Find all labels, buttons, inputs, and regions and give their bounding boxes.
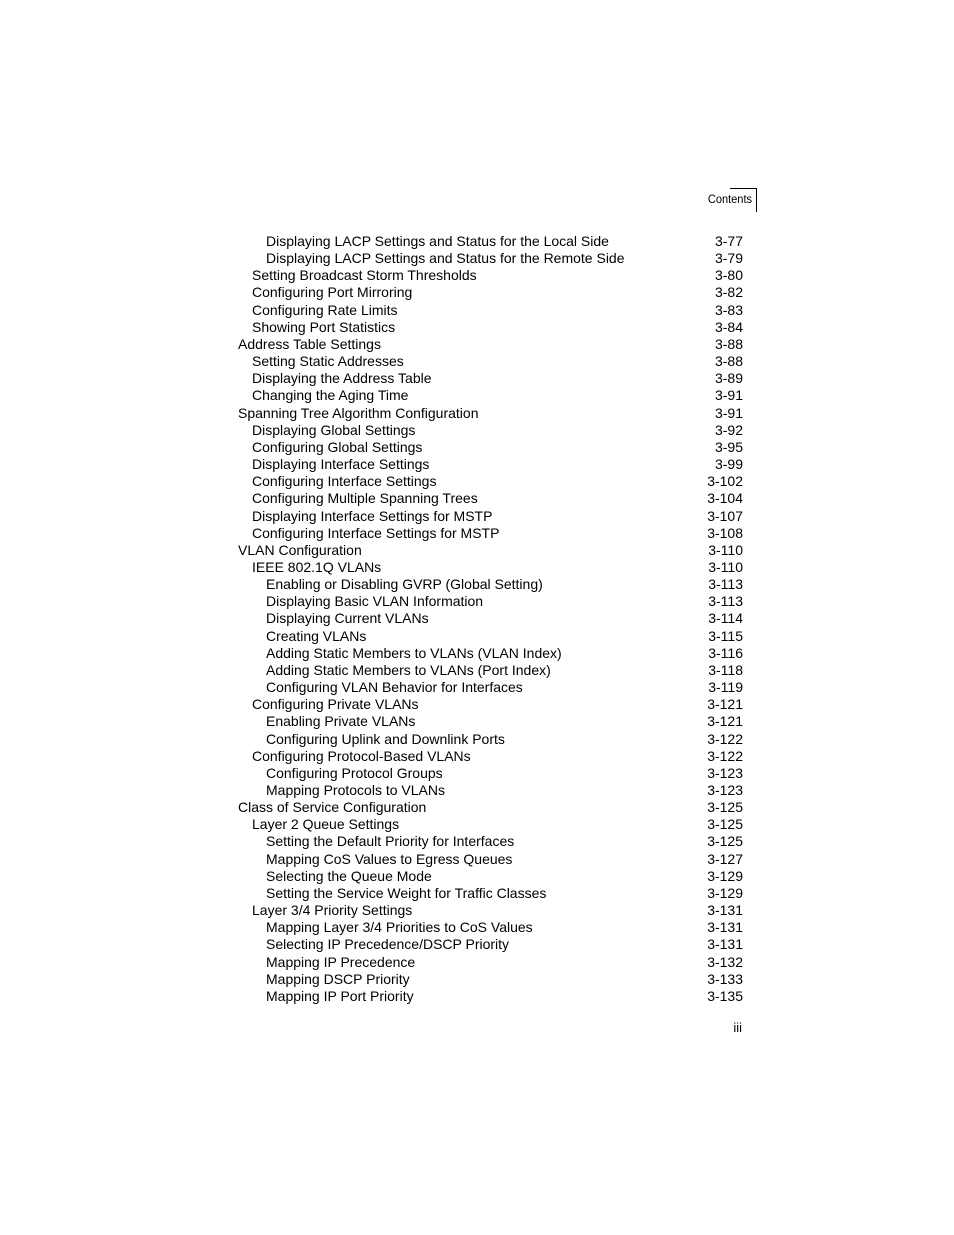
- toc-entry-page: 3-104: [707, 490, 743, 507]
- toc-entry-title: Address Table Settings: [238, 335, 381, 352]
- toc-entry-title: Adding Static Members to VLANs (Port Index): [266, 661, 551, 678]
- page-number: iii: [733, 1020, 742, 1035]
- toc-entry-title: Adding Static Members to VLANs (VLAN Index): [266, 644, 562, 661]
- toc-entry: [238, 250, 743, 267]
- toc-entry-title: Setting the Service Weight for Traffic Classes: [266, 884, 547, 901]
- toc-entry: [238, 284, 743, 301]
- toc-entry-title: Selecting IP Precedence/DSCP Priority: [266, 936, 510, 953]
- toc-entry-page: 3-107: [707, 507, 743, 524]
- toc-entry-title: Displaying LACP Settings and Status for the Local Side: [266, 233, 609, 249]
- toc-entry-page: 3-133: [707, 970, 743, 987]
- toc-entry-page: 3-79: [714, 250, 743, 267]
- toc-entry-page: 3-84: [714, 318, 743, 335]
- toc-entry: [238, 885, 743, 902]
- toc-entry-title: Enabling Private VLANs: [266, 713, 416, 730]
- toc-entry-page: 3-83: [714, 301, 743, 318]
- toc-entry-page: 3-91: [714, 404, 743, 421]
- toc-entry-page: 3-125: [707, 816, 743, 833]
- toc-entry-title: Setting Broadcast Storm Thresholds: [252, 267, 477, 284]
- toc-entry: [238, 525, 743, 542]
- toc-entry: [238, 936, 743, 953]
- toc-entry-page: 3-123: [707, 764, 743, 781]
- toc-entry-page: 3-113: [708, 593, 743, 610]
- toc-entry: [238, 799, 743, 816]
- toc-entry-page: 3-89: [714, 370, 743, 387]
- toc-entry-page: 3-82: [714, 284, 743, 301]
- toc-entry-title: Displaying LACP Settings and Status for the Remote Side: [266, 250, 625, 267]
- toc-entry-page: 3-77: [714, 233, 743, 249]
- toc-entry-page: 3-131: [707, 936, 743, 953]
- toc-entry-title: Mapping IP Precedence: [266, 953, 416, 970]
- toc-entry-page: 3-118: [708, 661, 743, 678]
- toc-entry-page: 3-99: [714, 456, 743, 473]
- toc-entry-title: Changing the Aging Time: [252, 387, 409, 404]
- toc-entry-title: Configuring Protocol Groups: [266, 764, 443, 781]
- toc-entry-page: 3-127: [707, 850, 743, 867]
- toc-entry-page: 3-88: [714, 353, 743, 370]
- toc-entry: [238, 387, 743, 404]
- toc-entry: [238, 731, 743, 748]
- toc-entry-title: Mapping CoS Values to Egress Queues: [266, 850, 513, 867]
- toc-entry-page: 3-125: [707, 833, 743, 850]
- toc-entry: [238, 645, 743, 662]
- toc-entry-title: Displaying the Address Table: [252, 370, 432, 387]
- toc-entry-title: Displaying Interface Settings: [252, 456, 430, 473]
- toc-entry: [238, 542, 743, 559]
- toc-entry-title: Showing Port Statistics: [252, 318, 396, 335]
- toc-entry-page: 3-108: [707, 524, 743, 541]
- toc-entry: [238, 628, 743, 645]
- toc-entry: [238, 353, 743, 370]
- toc-entry-title: Configuring Multiple Spanning Trees: [252, 490, 478, 507]
- toc-entry-title: Configuring Rate Limits: [252, 301, 398, 318]
- toc-entry-title: Creating VLANs: [266, 627, 367, 644]
- toc-entry: [238, 336, 743, 353]
- toc-entry: [238, 919, 743, 936]
- toc-entry-page: 3-80: [714, 267, 743, 284]
- running-header: Contents: [707, 192, 752, 206]
- toc-entry: [238, 508, 743, 525]
- toc-entry: [238, 233, 743, 250]
- toc-entry: [238, 610, 743, 627]
- toc-entry-page: 3-119: [708, 679, 743, 696]
- toc-entry-page: 3-88: [714, 335, 743, 352]
- toc-entry: [238, 971, 743, 988]
- toc-entry-title: Mapping Protocols to VLANs: [266, 782, 445, 798]
- toc-entry-title: Mapping IP Port Priority: [266, 987, 414, 1004]
- toc-entry: [238, 456, 743, 473]
- toc-entry-page: 3-92: [714, 421, 743, 438]
- toc-entry: [238, 748, 743, 765]
- toc-entry-page: 3-110: [708, 541, 743, 558]
- toc-entry: [238, 679, 743, 696]
- toc-entry-page: 3-123: [707, 782, 743, 798]
- toc-entry-title: Setting the Default Priority for Interfaces: [266, 833, 515, 850]
- toc-entry-page: 3-125: [707, 799, 743, 816]
- toc-entry-title: Configuring Uplink and Downlink Ports: [266, 730, 505, 747]
- toc-entry-title: Configuring Port Mirroring: [252, 284, 413, 301]
- toc-entry-title: Enabling or Disabling GVRP (Global Setting): [266, 576, 543, 593]
- toc-entry-title: Setting Static Addresses: [252, 353, 404, 370]
- toc-entry: [238, 559, 743, 576]
- toc-entry-page: 3-95: [714, 438, 743, 455]
- toc-entry-page: 3-116: [708, 644, 743, 661]
- toc-entry-title: Displaying Basic VLAN Information: [266, 593, 484, 610]
- toc-entry-title: Configuring Protocol-Based VLANs: [252, 747, 471, 764]
- toc-entry-title: Selecting the Queue Mode: [266, 867, 432, 884]
- toc-entry-title: Spanning Tree Algorithm Configuration: [238, 404, 479, 421]
- toc-entry-title: Layer 2 Queue Settings: [252, 816, 400, 833]
- toc-entry: [238, 696, 743, 713]
- toc-entry-page: 3-121: [707, 713, 743, 730]
- toc-entry-page: 3-129: [707, 867, 743, 884]
- toc-entry: [238, 902, 743, 919]
- toc-entry: [238, 954, 743, 971]
- toc-entry-title: Configuring Private VLANs: [252, 696, 419, 713]
- toc-entry-title: Mapping DSCP Priority: [266, 970, 410, 987]
- toc-entry-title: IEEE 802.1Q VLANs: [252, 558, 382, 575]
- toc-entry: [238, 868, 743, 885]
- toc-entry: [238, 782, 743, 799]
- toc-entry-title: Class of Service Configuration: [238, 799, 427, 816]
- toc-entry-title: Mapping Layer 3/4 Priorities to CoS Values: [266, 919, 533, 936]
- toc-entry: [238, 816, 743, 833]
- toc-entry-title: Layer 3/4 Priority Settings: [252, 902, 413, 919]
- toc-entry: [238, 765, 743, 782]
- toc-entry-title: Configuring VLAN Behavior for Interfaces: [266, 679, 523, 696]
- toc-entry: [238, 473, 743, 490]
- toc-entry-title: Displaying Current VLANs: [266, 610, 429, 627]
- toc-entry: [238, 576, 743, 593]
- toc-entry: [238, 490, 743, 507]
- toc-entry: [238, 439, 743, 456]
- toc-entry: [238, 319, 743, 336]
- toc-entry: [238, 302, 743, 319]
- toc-entry: [238, 593, 743, 610]
- toc-entry-page: 3-91: [714, 387, 743, 404]
- toc-entry-page: 3-122: [707, 730, 743, 747]
- toc-entry-title: Configuring Global Settings: [252, 438, 423, 455]
- toc-entry: [238, 833, 743, 850]
- toc-entry-page: 3-114: [708, 610, 743, 627]
- toc-entry-page: 3-135: [707, 987, 743, 1004]
- toc-entry: [238, 713, 743, 730]
- toc-entry: [238, 662, 743, 679]
- toc-entry: [238, 988, 743, 1005]
- toc-entry-page: 3-132: [707, 953, 743, 970]
- toc-entry-page: 3-122: [707, 747, 743, 764]
- toc-entry: [238, 405, 743, 422]
- toc-entry: [238, 851, 743, 868]
- toc-entry-title: Displaying Global Settings: [252, 421, 416, 438]
- toc-entry-title: VLAN Configuration: [238, 541, 362, 558]
- toc-entry-page: 3-110: [708, 558, 743, 575]
- toc-entry-page: 3-131: [707, 902, 743, 919]
- toc-entry-page: 3-131: [707, 919, 743, 936]
- toc-entry-page: 3-115: [708, 627, 743, 644]
- toc-entry-title: Configuring Interface Settings: [252, 473, 437, 490]
- toc-entry: [238, 370, 743, 387]
- toc-entry: [238, 422, 743, 439]
- toc-entry-title: Displaying Interface Settings for MSTP: [252, 507, 493, 524]
- toc-entry: [238, 267, 743, 284]
- toc-entry-page: 3-113: [708, 576, 743, 593]
- toc-entry-page: 3-121: [707, 696, 743, 713]
- toc-entry-page: 3-129: [707, 884, 743, 901]
- toc-entry-page: 3-102: [707, 473, 743, 490]
- toc-entry-title: Configuring Interface Settings for MSTP: [252, 524, 500, 541]
- table-of-contents: [238, 233, 743, 1005]
